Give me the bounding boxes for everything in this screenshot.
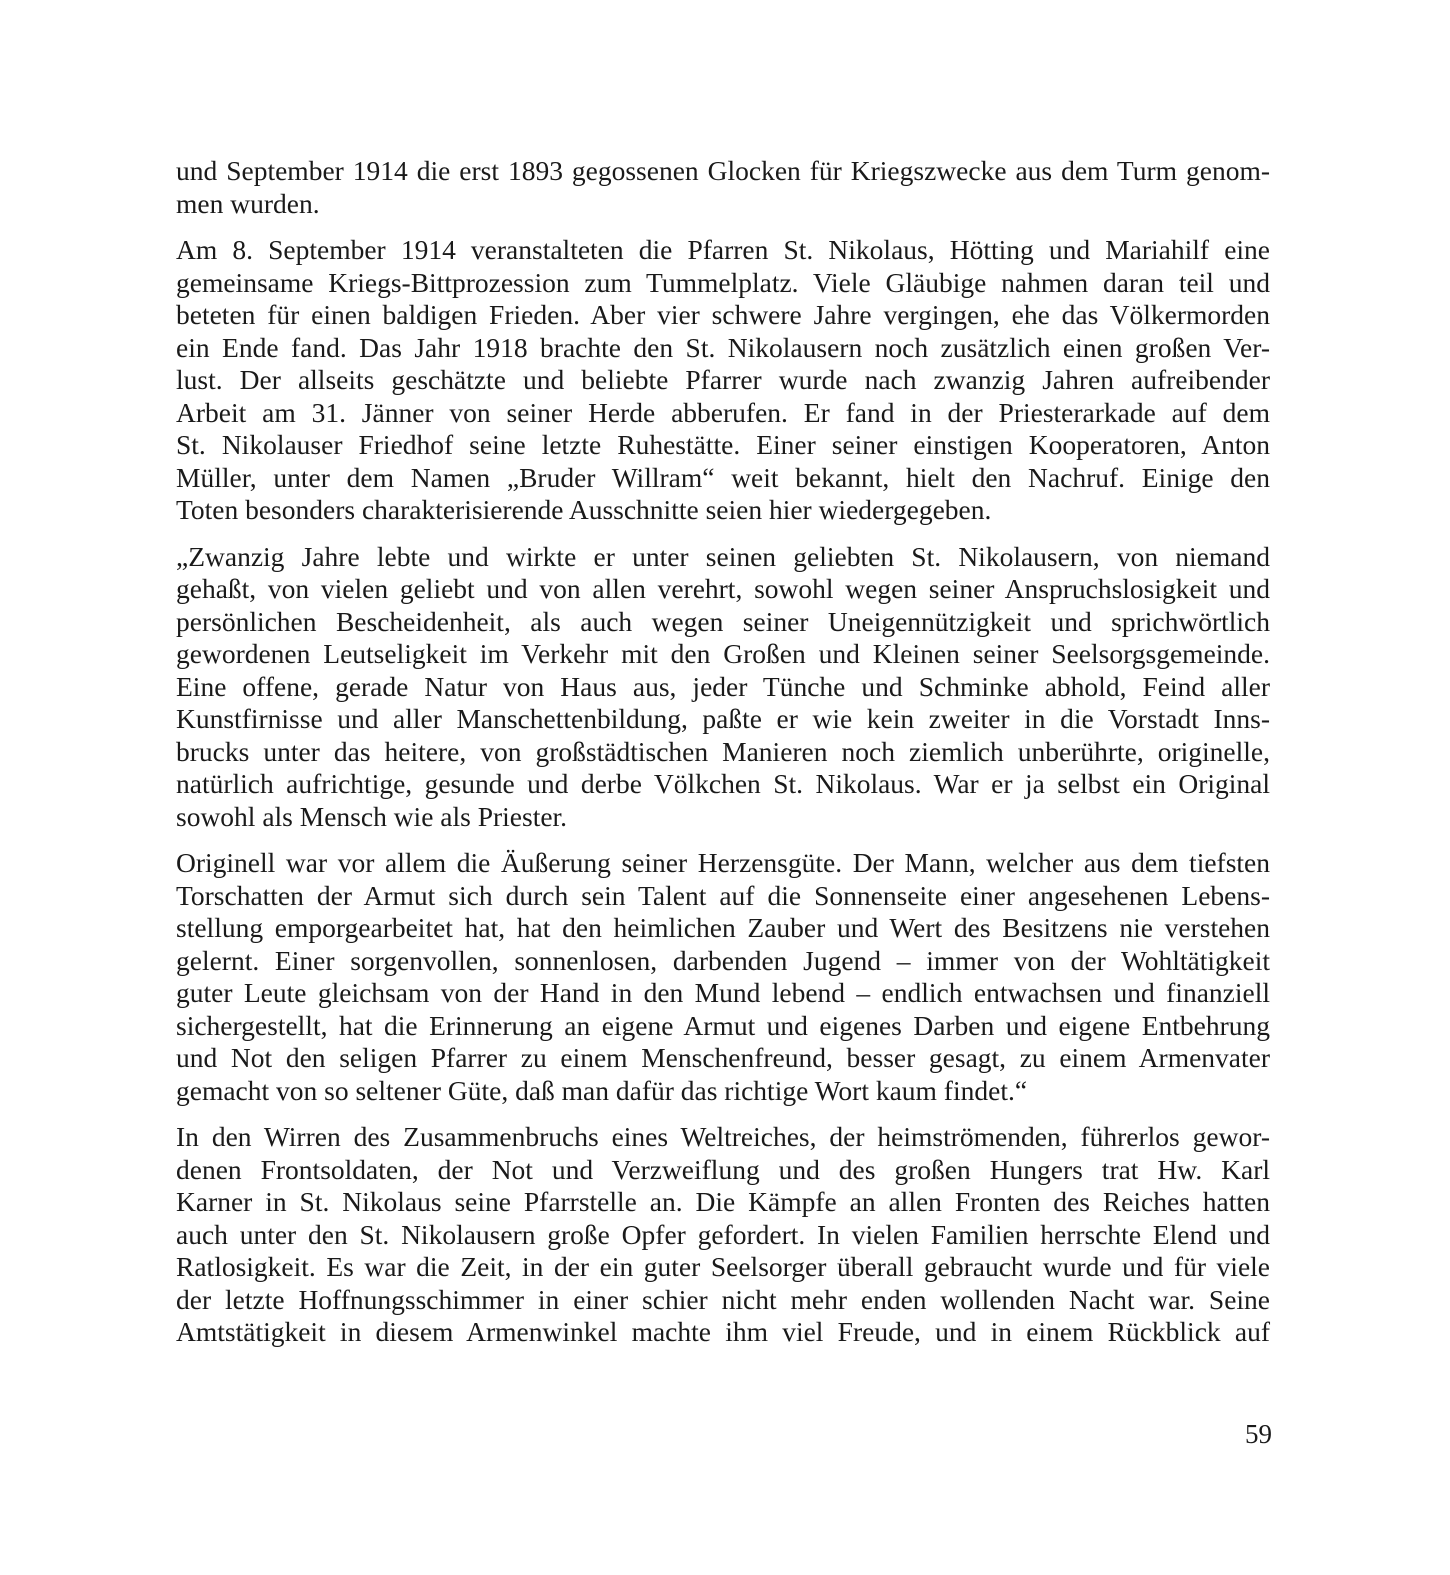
text-line: gehaßt, von vielen geliebt und von allen verehrt, sowohl wegen seiner Anspruchslosigkeit und — [176, 573, 1270, 604]
text-line: und Not den seligen Pfarrer zu einem Menschenfreund, besser gesagt, zu einem Armenvater — [176, 1042, 1270, 1073]
text-line: „Zwanzig Jahre lebte und wirkte er unter seinen geliebten St. Nikolausern, von niemand — [176, 540, 1270, 572]
text-line: men wurden. — [176, 187, 320, 219]
text-line: lust. Der allseits geschätzte und beliebte Pfarrer wurde nach zwanzig Jahren aufreibender — [176, 364, 1270, 395]
text-line: Am 8. September 1914 veranstalteten die Pfarren St. Nikolaus, Hötting und Mariahilf eine — [176, 234, 1270, 265]
text-line: Ratlosigkeit. Es war die Zeit, in der ein guter Seelsorger überall gebraucht wurde und für viele — [176, 1251, 1270, 1282]
text-line: Torschatten der Armut sich durch sein Talent auf die Sonnenseite einer angesehenen Lebens- — [176, 879, 1270, 911]
text-line: sowohl als Mensch wie als Priester. — [176, 800, 568, 832]
text-line: gemeinsame Kriegs-Bittprozession zum Tummelplatz. Viele Gläubige nahmen daran teil und — [176, 266, 1270, 298]
text-line: Müller, unter dem Namen „Bruder Willram“ weit bekannt, hielt den Nachruf. Einige den — [176, 461, 1270, 493]
text-line: stellung emporgearbeitet hat, hat den heimlichen Zauber und Wert des Besitzens nie verstehen — [176, 912, 1270, 943]
text-line: Arbeit am 31. Jänner von seiner Herde abberufen. Er fand in der Priesterarkade auf dem — [176, 396, 1270, 428]
page-body — [176, 155, 1270, 1363]
text-line: gelernt. Einer sorgenvollen, sonnenlosen, darbenden Jugend – immer von der Wohltätigkeit — [176, 944, 1270, 976]
text-line: Kunstfirnisse und aller Manschettenbildung, paßte er wie kein zweiter in die Vorstadt Inns- — [176, 703, 1270, 734]
text-line: der letzte Hoffnungsschimmer in einer schier nicht mehr enden wollenden Nacht war. Seine — [176, 1283, 1270, 1315]
text-line: In den Wirren des Zusammenbruchs eines Weltreiches, der heimströmenden, führerlos gewor- — [176, 1121, 1270, 1152]
paragraph-3-quote — [176, 541, 1270, 834]
text-line: brucks unter das heitere, von großstädtischen Manieren noch ziemlich unberührte, originelle, — [176, 735, 1270, 767]
paragraph-2 — [176, 234, 1270, 527]
paragraph-4-quote — [176, 847, 1270, 1107]
text-line: sichergestellt, hat die Erinnerung an eigene Armut und eigenes Darben und eigene Entbehrung — [176, 1009, 1270, 1041]
text-line: Originell war vor allem die Äußerung seiner Herzensgüte. Der Mann, welcher aus dem tiefsten — [176, 847, 1270, 878]
text-line: beteten für einen baldigen Frieden. Aber vier schwere Jahre vergingen, ehe das Völkermorden — [176, 299, 1270, 330]
text-line: persönlichen Bescheidenheit, als auch wegen seiner Uneigennützigkeit und sprichwörtlich — [176, 605, 1270, 637]
paragraph-1 — [176, 155, 1270, 220]
text-line: ein Ende fand. Das Jahr 1918 brachte den St. Nikolausern noch zusätzlich einen großen Ver- — [176, 331, 1270, 363]
text-line: und September 1914 die erst 1893 gegossenen Glocken für Kriegszwecke aus dem Turm genom- — [176, 155, 1270, 186]
text-line: gewordenen Leutseligkeit im Verkehr mit den Großen und Kleinen seiner Seelsorgsgemeinde. — [176, 638, 1270, 669]
paragraph-5 — [176, 1121, 1270, 1349]
text-line: Eine offene, gerade Natur von Haus aus, jeder Tünche und Schminke abhold, Feind aller — [176, 670, 1270, 702]
text-line: denen Frontsoldaten, der Not und Verzweiflung und des großen Hungers trat Hw. Karl — [176, 1153, 1270, 1185]
page-number: 59 — [1245, 1419, 1272, 1449]
text-line: natürlich aufrichtige, gesunde und derbe Völkchen St. Nikolaus. War er ja selbst ein Original — [176, 768, 1270, 799]
text-line: guter Leute gleichsam von der Hand in den Mund lebend – endlich entwachsen und finanziell — [176, 977, 1270, 1008]
text-line: auch unter den St. Nikolausern große Opfer gefordert. In vielen Familien herrschte Elend und — [176, 1218, 1270, 1250]
text-line: Toten besonders charakterisierende Ausschnitte seien hier wiedergegeben. — [176, 494, 992, 525]
text-line: St. Nikolauser Friedhof seine letzte Ruhestätte. Einer seiner einstigen Kooperatoren, Anton — [176, 429, 1270, 460]
text-line: Karner in St. Nikolaus seine Pfarrstelle an. Die Kämpfe an allen Fronten des Reiches hatten — [176, 1186, 1270, 1217]
text-line: Amtstätigkeit in diesem Armenwinkel machte ihm viel Freude, und in einem Rückblick auf — [176, 1316, 1270, 1347]
text-line: gemacht von so seltener Güte, daß man dafür das richtige Wort kaum findet.“ — [176, 1074, 1028, 1106]
